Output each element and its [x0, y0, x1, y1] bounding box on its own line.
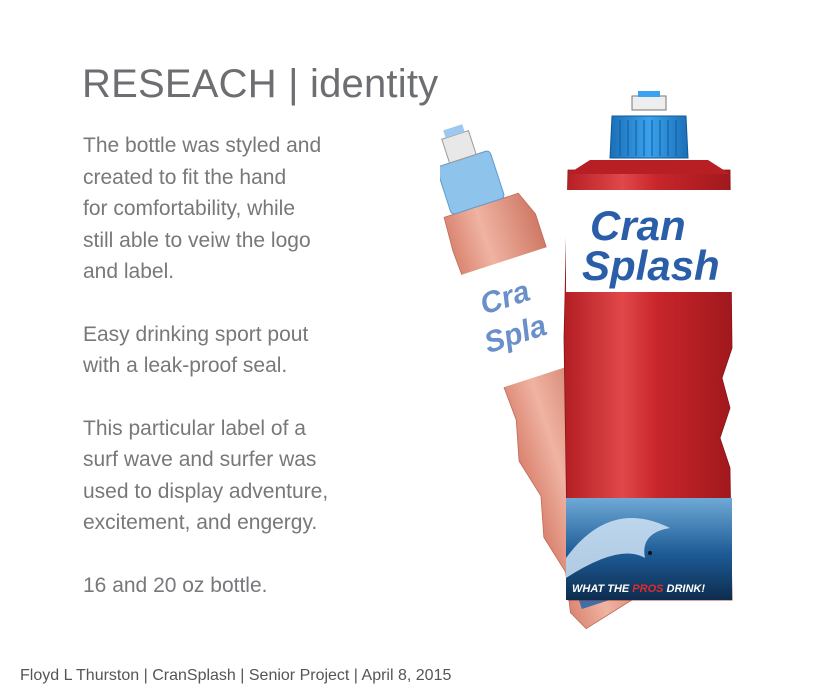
- bottle-illustration: [440, 88, 760, 648]
- paragraph-spout: [83, 319, 403, 382]
- paragraph-ergonomics: [83, 130, 403, 288]
- text-line: The bottle was styled and: [83, 134, 322, 157]
- description-text: [83, 130, 403, 632]
- text-line: Easy drinking sport pout: [83, 322, 309, 346]
- text-line: still able to veiw the logo: [83, 228, 311, 252]
- text-line: created to fit the hand: [83, 165, 287, 189]
- text-line: surf wave and surfer was: [83, 448, 317, 471]
- text-line: This particular label of a: [83, 416, 306, 440]
- paragraph-sizes: [83, 570, 403, 602]
- paragraph-label: [83, 413, 403, 539]
- text-line: and label.: [83, 260, 175, 283]
- svg-text:Spla: Spla: [480, 309, 551, 361]
- page-title: RESEACH | identity: [82, 62, 439, 106]
- spout: [632, 96, 666, 110]
- footer-credits: Floyd L Thurston | CranSplash | Senior Project | April 8, 2015: [20, 667, 452, 684]
- text-line: 16 and 20 oz bottle.: [83, 573, 268, 597]
- front-bottle: [564, 91, 732, 600]
- logo-text-line2: Splash: [582, 242, 720, 289]
- svg-text:Cra: Cra: [476, 274, 534, 322]
- logo-text-line1: Cran: [590, 202, 686, 249]
- slogan-text: WHAT THE PROS DRINK!: [572, 583, 706, 595]
- text-line: used to display adventure,: [83, 479, 329, 503]
- text-line: for comfortability, while: [83, 197, 296, 220]
- text-line: with a leak-proof seal.: [83, 354, 288, 377]
- text-line: excitement, and engergy.: [83, 511, 318, 534]
